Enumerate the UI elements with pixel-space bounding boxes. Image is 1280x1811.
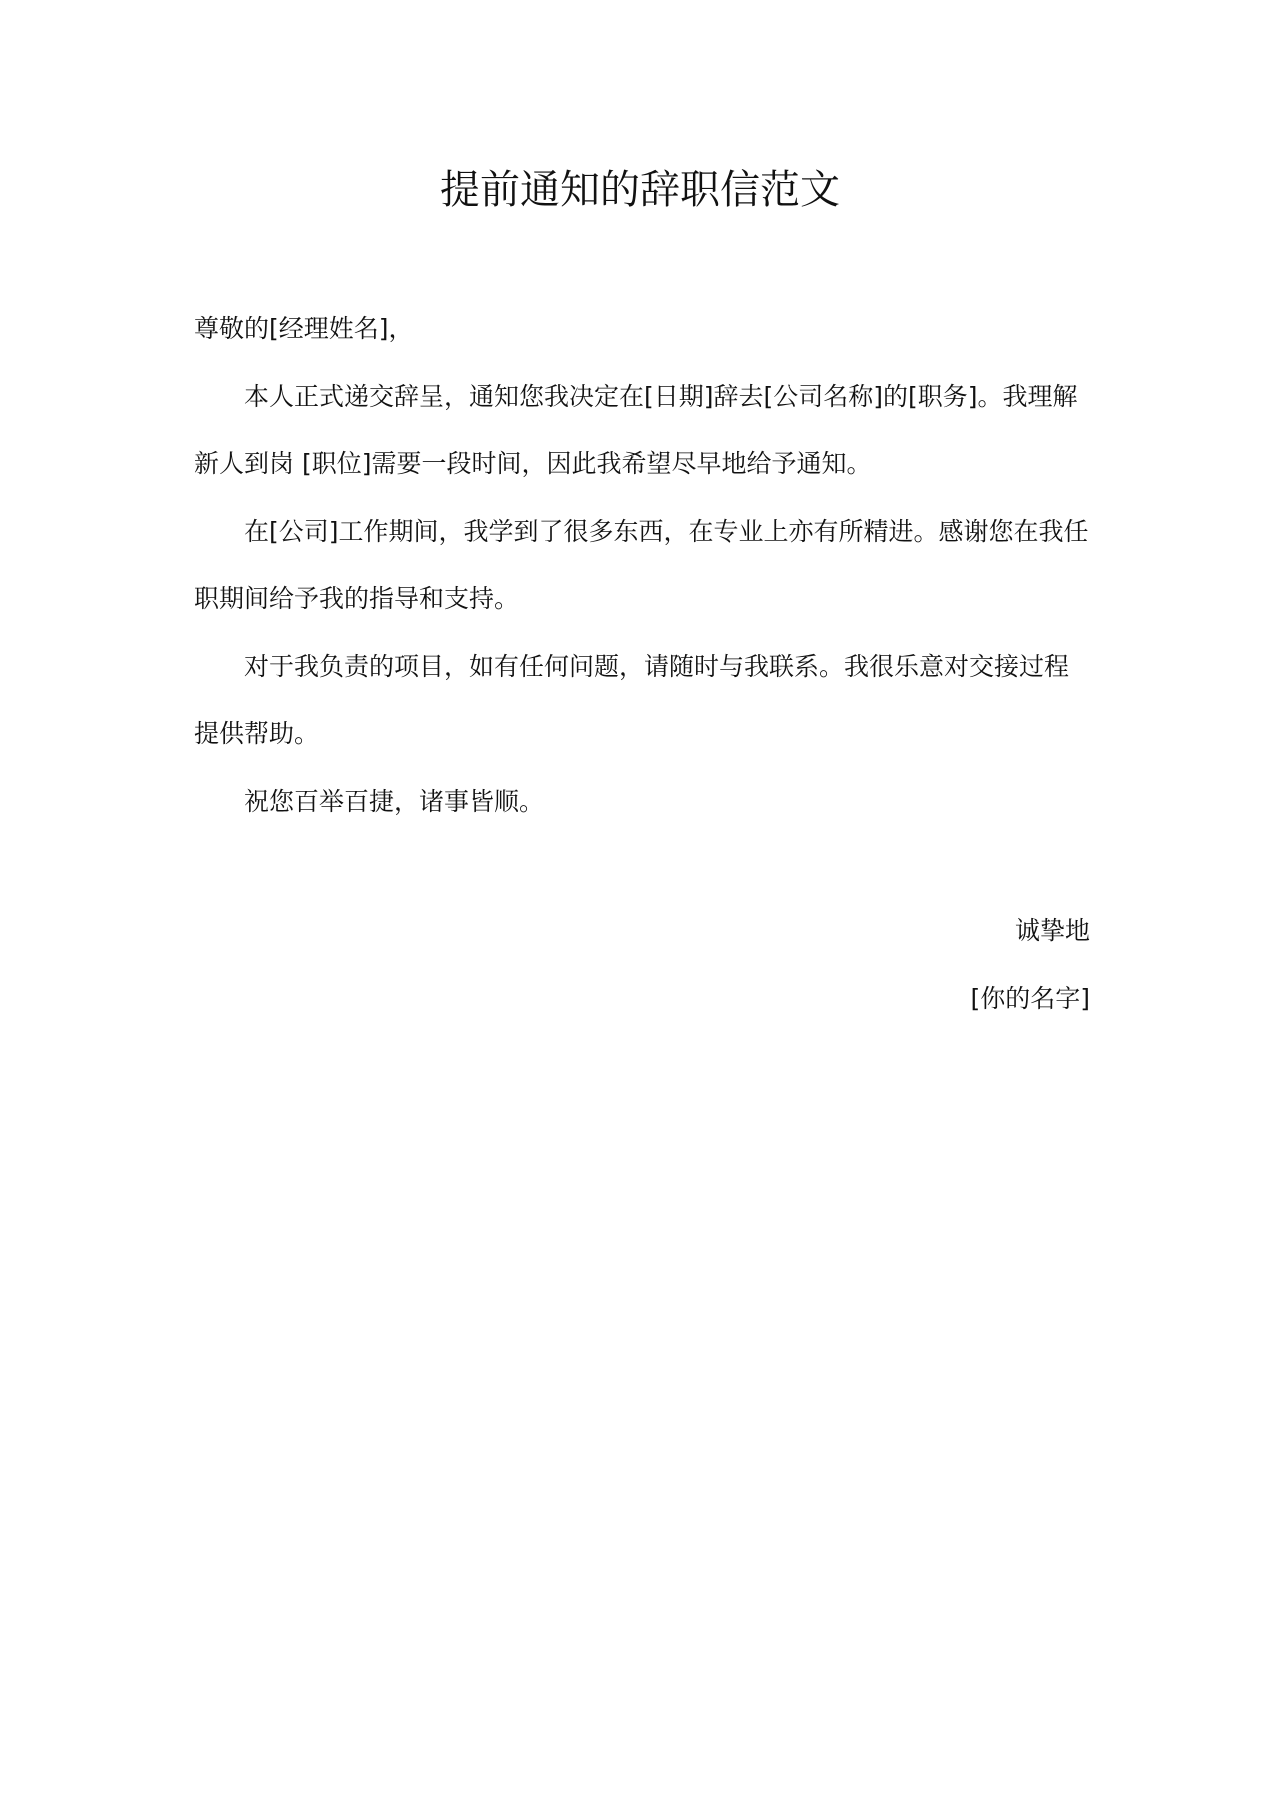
paragraph-wishes: 祝您百举百捷，诸事皆顺。 xyxy=(244,786,545,816)
letter-body xyxy=(194,295,1090,835)
signature-name: [你的名字] xyxy=(970,983,1090,1013)
closing-phrase: 诚挚地 xyxy=(1014,916,1090,945)
letter-closing xyxy=(970,897,1090,1032)
salutation: 尊敬的[经理姓名]， xyxy=(194,314,414,343)
paragraph-gratitude: 在[公司]工作期间，我学到了很多东西，在专业上亦有所精进。感谢您在我任职期间给予我的指导和支持。 xyxy=(194,516,1089,613)
paragraph-notice: 本人正式递交辞呈，通知您我决定在[日期]辞去[公司名称]的[职务]。我理解新人到岗 [职位]需要一段时间，因此我希望尽早地给予通知。 xyxy=(194,381,1078,478)
paragraph-handover: 对于我负责的项目，如有任何问题，请随时与我联系。我很乐意对交接过程提供帮助。 xyxy=(194,651,1070,748)
document-title: 提前通知的辞职信范文 xyxy=(440,167,840,213)
